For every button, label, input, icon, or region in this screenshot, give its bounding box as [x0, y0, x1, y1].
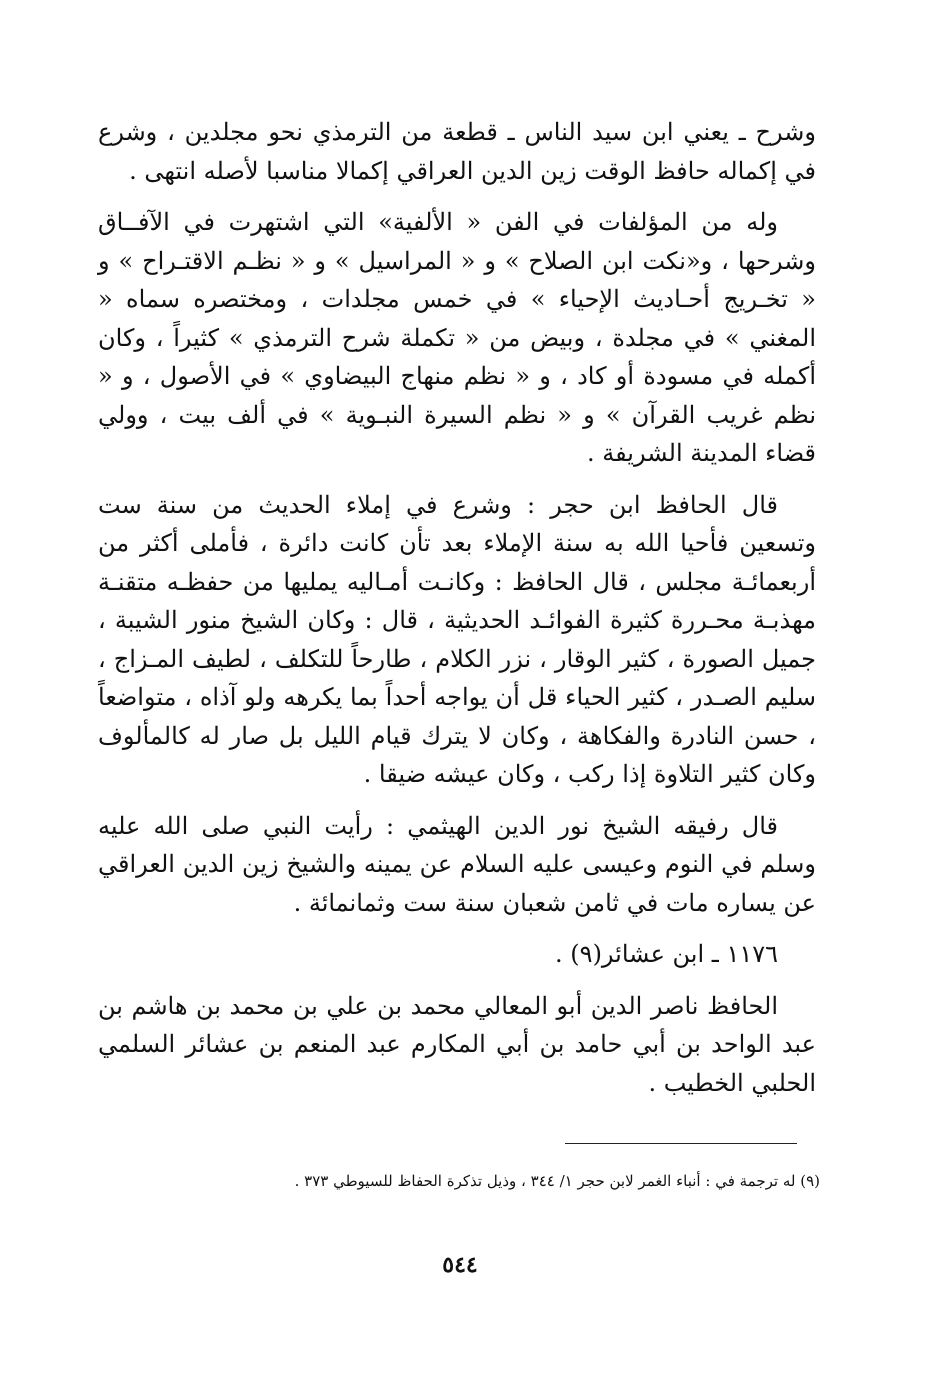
paragraph-4: قال رفيقه الشيخ نور الدين الهيثمي : رأيت النبي صلى الله عليه وسلم في النوم وعيسى عليه السلام عن يمينه والشيخ زين الدين العراقي عن يساره مات في ثامن شعبان سنة ست وثمانمائة . — [98, 811, 816, 917]
footnote: (٩) له ترجمة في : أنباء الغمر لابن حجر ١/ ٣٤٤ ، وذيل تذكرة الحفاظ للسيوطي ٣٧٣ . — [294, 1172, 820, 1190]
paragraph-3: قال الحافظ ابن حجر : وشرع في إملاء الحديث من سنة ست وتسعين فأحيا الله به سنة الإملاء بعد تأن كانت دائرة ، فأملى أكثر من أربعمائـة مجلس ، قال الحافظ : وكانـت أمـاليه يمليها من حفظـه متقنـة مهذبـة محـررة كثيرة الفوائـد الحديثية ، قال : وكان الشيخ منور الشيبة ، جميل الصورة ، كثير الوقار ، نزر الكلام ، طارحاً للتكلف ، لطيف المـزاج ، سليم الصـدر ، كثير الحياء قل أن يواجه أحداً بما يكرهه ولو آذاه ، متواضعاً ، حسن النادرة والفكاهة ، وكان لا يترك قيام الليل بل صار له كالمألوف وكان كثير التلاوة إذا ركب ، وكان عيشه ضيقا . — [98, 490, 817, 788]
main-text — [98, 113, 816, 1115]
footnote-divider — [565, 1143, 797, 1144]
entry-paragraph: الحافظ ناصر الدين أبو المعالي محمد بن علي بن محمد بن هاشم بن عبد الواحد بن أبي حامد بن أبي المكارم عبد المنعم بن عشائر السلمي الحلبي الخطيب . — [98, 991, 816, 1097]
page-number: ٥٤٤ — [442, 1252, 478, 1278]
entry-heading: ١١٧٦ ـ ابن عشائر(٩) . — [555, 940, 778, 968]
paragraph-2: وله من المؤلفات في الفن « الألفية» التي اشتهرت في الآفــاق وشرحها ، و«نكت ابن الصلاح » و « المراسيل » و « نظـم الاقتـراح » و « تخـريج أحـاديث الإحياء » في خمس مجلدات ، ومختصره سماه « المغني » في مجلدة ، وبيض من « تكملة شرح الترمذي » كثيراً ، وكان أكمله في مسودة أو كاد ، و « نظم منهاج البيضاوي » في الأصول ، و « نظم غريب القرآن » و « نظم السيرة النبـوية » في ألف بيت ، وولي قضاء المدينة الشريفة . — [98, 208, 816, 467]
paragraph-1: وشرح ـ يعني ابن سيد الناس ـ قطعة من الترمذي نحو مجلدين ، وشرع في إكماله حافظ الوقت زين الدين العراقي إكمالا مناسبا لأصله انتهى . — [98, 118, 816, 185]
